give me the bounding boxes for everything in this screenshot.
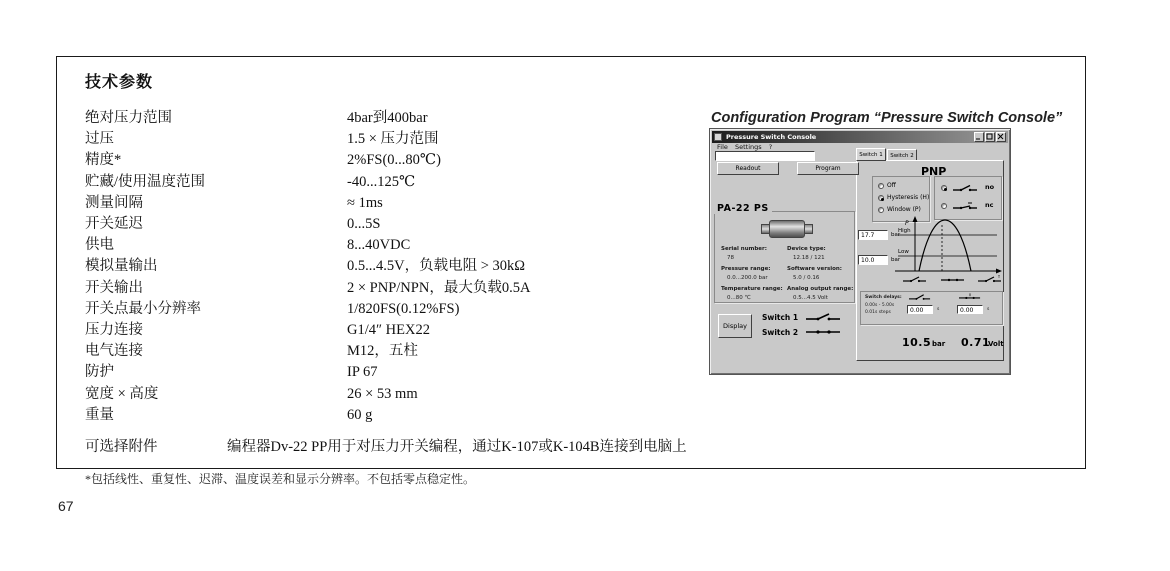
- spec-label: 宽度 × 高度: [85, 385, 159, 402]
- pressure-switch-console-window: [709, 128, 1011, 375]
- spec-label: 开关延迟: [85, 216, 143, 233]
- pressure-range-label: Pressure range:: [721, 266, 771, 272]
- radio-off-label: Off: [887, 182, 896, 189]
- page-number: 67: [58, 498, 74, 514]
- pressure-readout-unit: bar: [932, 340, 946, 348]
- spec-row: [85, 150, 705, 171]
- config-heading: Configuration Program “Pressure Switch Console”: [711, 110, 1063, 126]
- low-setpoint-input[interactable]: 10.0: [858, 255, 888, 265]
- device-group-title: PA-22 PS: [714, 203, 772, 214]
- content-frame: [56, 56, 1086, 487]
- window-controls: [974, 132, 1007, 142]
- device-group: [714, 211, 855, 303]
- delay1-unit: s: [937, 307, 940, 312]
- spec-row: [85, 256, 705, 277]
- spec-row: [85, 362, 705, 383]
- spec-label: 压力连接: [85, 322, 143, 339]
- radio-off[interactable]: [878, 183, 884, 189]
- spec-value: G1/4″ HEX22: [347, 322, 430, 339]
- software-label: Software version:: [787, 266, 842, 272]
- volt-readout: 0.71: [961, 336, 991, 349]
- tab-switch-2[interactable]: Switch 2: [887, 149, 917, 161]
- app-icon: [714, 133, 722, 141]
- spec-value: IP 67: [347, 364, 378, 381]
- tab-switch-1[interactable]: Switch 1: [856, 148, 886, 161]
- spec-label: 开关点最小分辨率: [85, 300, 201, 317]
- radio-nc[interactable]: [941, 203, 947, 209]
- radio-no[interactable]: [941, 185, 947, 191]
- switch-open-icon: [952, 183, 978, 193]
- spec-label: 模拟量输出: [85, 258, 158, 275]
- spec-label: 绝对压力范围: [85, 110, 172, 126]
- spec-value: 2 × PNP/NPN，最大负载0.5A: [347, 279, 531, 296]
- delay2-switch-icon: [959, 293, 981, 302]
- radio-hysteresis[interactable]: [878, 195, 884, 201]
- switch-closed-icon: [952, 201, 978, 211]
- maximize-icon[interactable]: [985, 132, 995, 142]
- spec-label: 重量: [85, 406, 114, 423]
- spec-label: 供电: [85, 237, 114, 254]
- close-icon[interactable]: [996, 132, 1006, 142]
- menu-settings[interactable]: Settings: [734, 143, 762, 151]
- temp-range-value: 0...80 ℃: [727, 295, 751, 301]
- window-title: Pressure Switch Console: [726, 133, 817, 141]
- delays-range-note: 0.00s - 5.00s: [865, 303, 895, 308]
- spec-row: [85, 214, 705, 235]
- radio-hysteresis-label: Hysteresis (H): [887, 194, 930, 201]
- readout-button[interactable]: Readout: [717, 162, 779, 175]
- spec-row: [85, 193, 705, 214]
- analog-range-label: Analog output range:: [787, 286, 854, 292]
- spec-row: [85, 108, 705, 129]
- state-open-icon: [903, 275, 927, 284]
- specs-section: [85, 69, 705, 487]
- display-button[interactable]: Display: [718, 314, 752, 338]
- switch2-label: Switch 2: [762, 328, 799, 337]
- status-field: [715, 151, 815, 161]
- spec-value: 8...40VDC: [347, 237, 411, 254]
- device-body: [769, 220, 805, 238]
- hysteresis-graph: [893, 215, 1005, 275]
- graph-low-label: Low: [898, 249, 909, 255]
- spec-value: 60 g: [347, 406, 373, 423]
- switch-delays-group: [860, 291, 1003, 325]
- delay2-input[interactable]: 0.00: [957, 305, 983, 314]
- graph-axis-label: P: [905, 220, 909, 227]
- state-open2-icon: [978, 275, 1002, 284]
- spec-row: [85, 384, 705, 405]
- radio-window-label: Window (P): [887, 206, 921, 213]
- switch2-closed-icon: [805, 327, 841, 337]
- program-button[interactable]: Program: [797, 162, 859, 175]
- spec-value: 0...5S: [347, 216, 381, 233]
- delay1-input[interactable]: 0.00: [907, 305, 933, 314]
- pressure-switch-image: [759, 218, 815, 240]
- output-type-label: PNP: [921, 165, 947, 178]
- spec-label: 测量间隔: [85, 194, 143, 211]
- spec-value: -40...125℃: [347, 173, 416, 190]
- type-value: 12.18 / 121: [793, 255, 825, 261]
- spec-value: 0.5...4.5V，负载电阻 > 30kΩ: [347, 258, 526, 275]
- spec-row: [85, 341, 705, 362]
- spec-footnote: *包括线性、重复性、迟滞、温度误差和显示分辨率。不包括零点稳定性。: [85, 472, 476, 487]
- accessory-label: 可选择附件: [85, 439, 158, 456]
- spec-label: 防护: [85, 364, 114, 381]
- spec-row: [85, 172, 705, 193]
- pressure-readout: 10.5: [902, 336, 932, 349]
- spec-label: 电气连接: [85, 343, 143, 360]
- device-port-right: [804, 224, 813, 234]
- spec-value: 1.5 × 压力范围: [347, 131, 439, 148]
- delays-step-note: 0.01s steps: [865, 310, 891, 315]
- spec-row: [85, 405, 705, 426]
- temp-range-label: Temperature range:: [721, 286, 783, 292]
- graph-high-label: High: [898, 228, 911, 234]
- spec-row: [85, 129, 705, 150]
- delay2-unit: s: [987, 307, 990, 312]
- switch1-label: Switch 1: [762, 313, 799, 322]
- pressure-range-value: 0.0...200.0 bar: [727, 275, 768, 281]
- menu-help[interactable]: ?: [768, 143, 773, 151]
- accessory-text: 编程器Dv-22 PP用于对压力开关编程，通过K-107或K-104B连接到电脑上: [227, 439, 687, 456]
- spec-value: ≈ 1ms: [347, 194, 383, 211]
- contact-radio-group: [934, 176, 1002, 220]
- spec-label: 精度*: [85, 152, 122, 169]
- spec-label: 贮藏/使用温度范围: [85, 173, 206, 190]
- type-label: Device type:: [787, 246, 826, 252]
- minimize-icon[interactable]: [974, 132, 984, 142]
- switch1-open-icon: [805, 312, 841, 322]
- specs-title: 技术参数: [85, 74, 154, 91]
- radio-no-label: no: [985, 183, 995, 191]
- accessory-row: [85, 436, 705, 458]
- spec-label: 过压: [85, 131, 114, 148]
- software-value: 5.0 / 0.16: [793, 275, 820, 281]
- spec-row: [85, 278, 705, 299]
- high-setpoint-input[interactable]: 17.7: [858, 230, 888, 240]
- analog-range-value: 0.5...4.5 Volt: [793, 295, 828, 301]
- spec-value: 2%FS(0...80℃): [347, 152, 441, 169]
- serial-value: 78: [727, 255, 734, 261]
- spec-row: [85, 299, 705, 320]
- spec-value: M12，五柱: [347, 343, 418, 360]
- menu-file[interactable]: File: [717, 143, 728, 151]
- spec-label: 开关输出: [85, 279, 143, 296]
- spec-value: 26 × 53 mm: [347, 385, 418, 402]
- spec-value: 4bar到400bar: [347, 110, 428, 126]
- state-closed-icon: [941, 275, 965, 284]
- spec-row: [85, 320, 705, 341]
- radio-window[interactable]: [878, 207, 884, 213]
- delay1-switch-icon: [909, 293, 931, 302]
- serial-label: Serial number:: [721, 246, 767, 252]
- spec-row: [85, 235, 705, 256]
- delays-label: Switch delays:: [865, 295, 902, 300]
- high-unit-label: bar: [891, 232, 901, 238]
- radio-nc-label: nc: [985, 201, 994, 209]
- low-unit-label: bar: [891, 257, 901, 263]
- volt-readout-unit: Volt: [988, 340, 1004, 348]
- window-titlebar[interactable]: [712, 131, 1008, 143]
- spec-value: 1/820FS(0.12%FS): [347, 300, 460, 317]
